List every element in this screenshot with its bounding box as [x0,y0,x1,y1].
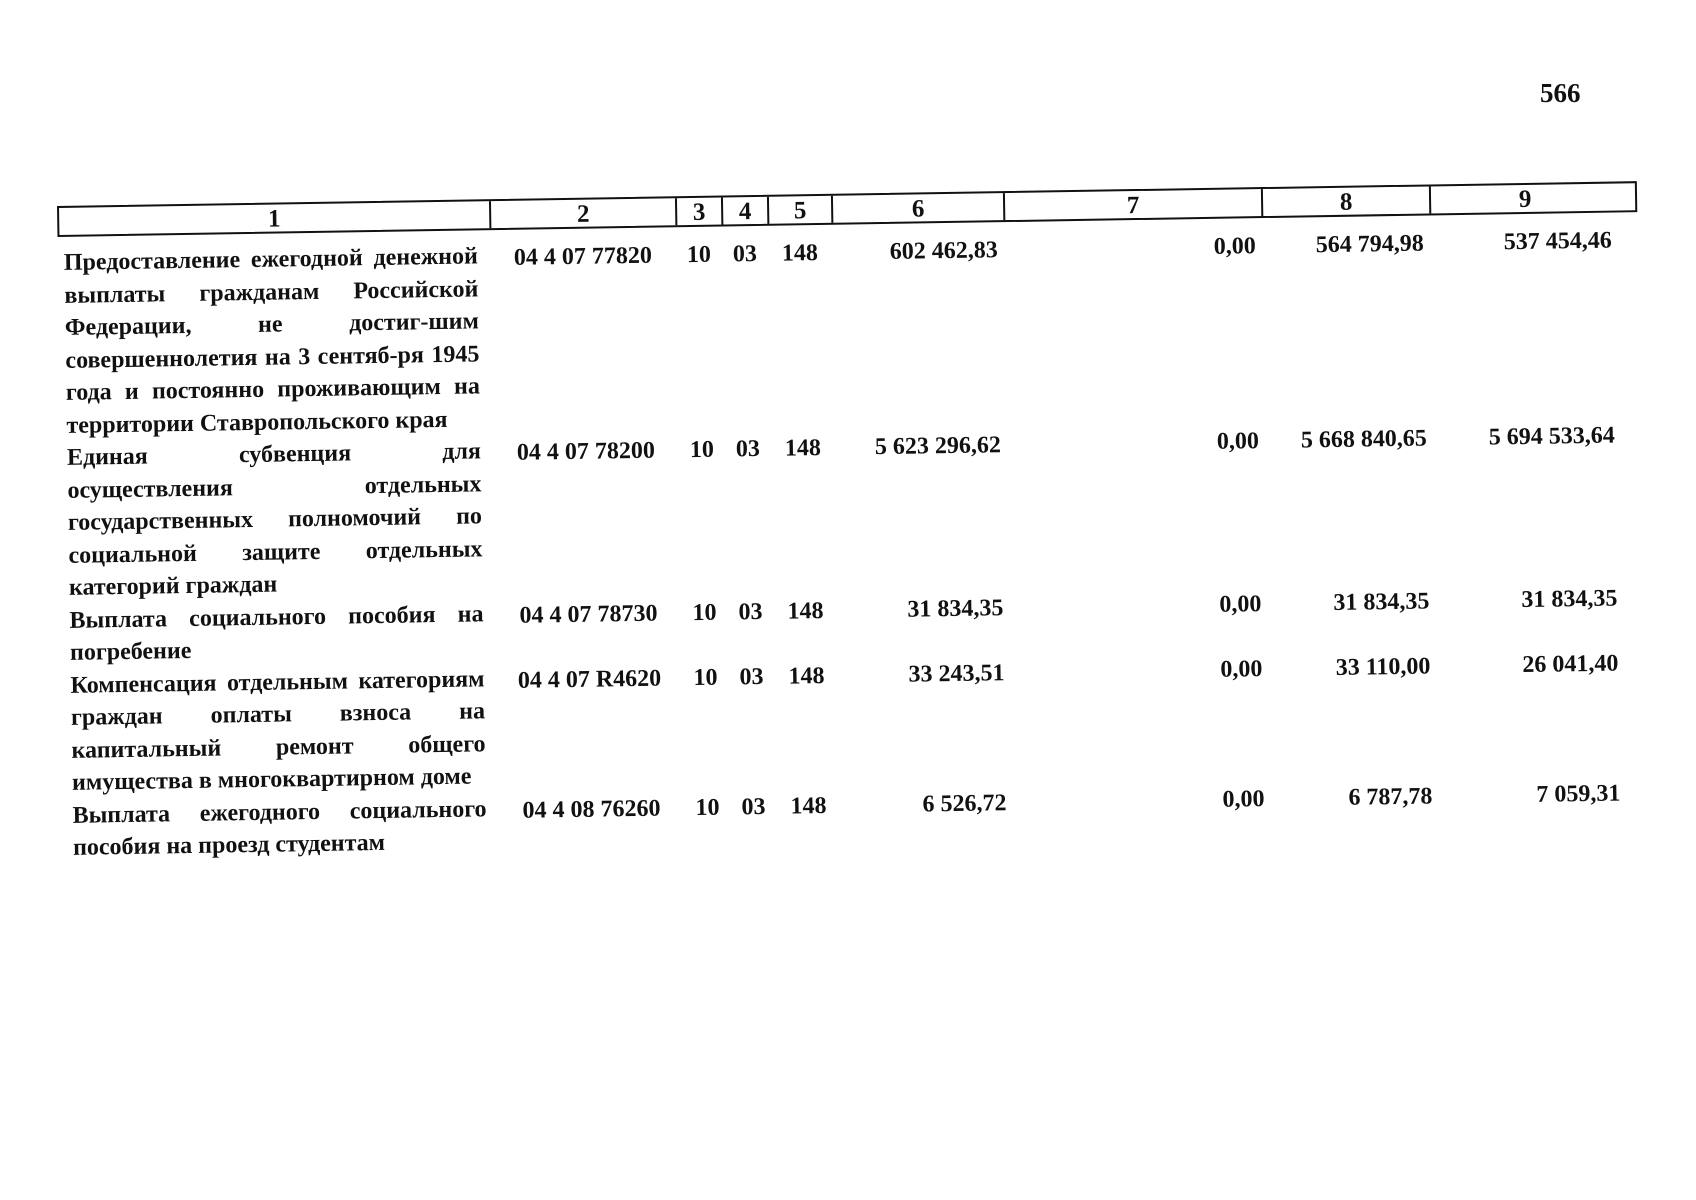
row-col5: 148 [790,792,827,820]
row-description: Единая субвенция для осуществления отдельных государственных полномочий по социальной защите отдельных категорий граждан [66,438,483,601]
row-col9: 5 694 533,64 [1488,422,1616,451]
row-code: 04 4 07 77820 [513,242,653,271]
budget-table [57,181,1647,864]
row-col7: 0,00 [1222,785,1265,813]
row-col5: 148 [787,597,824,625]
row-col3: 10 [689,436,715,464]
row-col5: 148 [784,435,822,462]
row-description: Предоставление ежегодной денежной выплаты гражданам Российской Федерации, не достиг-шим совершеннолетия на 3 сентяб-ря 1945 года и постоянно проживающим на территории Ставропольского края [63,243,481,439]
column-header-3: 3 [677,198,723,226]
row-col8: 564 794,98 [1315,230,1424,259]
row-code: 04 4 07 78200 [516,437,656,466]
row-col5: 148 [788,662,825,690]
column-header-1: 1 [59,201,491,235]
table-row [58,222,1641,442]
column-header-6: 6 [833,193,1005,223]
table-row [64,645,1646,800]
row-col6: 602 462,83 [889,237,999,265]
row-code: 04 4 07 78730 [519,600,658,629]
page-number: 566 [1540,78,1581,108]
row-col3: 10 [695,794,720,821]
column-header-7: 7 [1005,189,1263,220]
row-col3: 10 [686,241,712,269]
row-col4: 03 [738,598,763,625]
row-col3: 10 [693,664,718,691]
row-col4: 03 [732,241,758,268]
row-col6: 6 526,72 [922,789,1007,817]
row-col9: 7 059,31 [1536,780,1621,808]
row-col9: 537 454,46 [1503,227,1612,256]
table-row [61,417,1643,604]
row-code: 04 4 08 76260 [522,795,661,824]
row-col8: 6 787,78 [1348,782,1433,811]
row-description: Выплата ежегодного социального пособия на проезд студентам [72,795,487,861]
row-col8: 5 668 840,65 [1300,425,1428,454]
row-col6: 33 243,51 [908,659,1005,688]
row-col4: 03 [741,793,766,820]
column-header-9: 9 [1518,185,1532,214]
row-col6: 31 834,35 [907,594,1004,623]
column-header-5: 5 [769,196,833,224]
row-col9: 31 834,35 [1521,585,1618,613]
row-col7: 0,00 [1219,590,1262,618]
column-header-2: 2 [491,198,677,228]
row-col5: 148 [781,240,819,267]
row-col7: 0,00 [1216,428,1260,455]
row-col9: 26 041,40 [1522,650,1619,678]
row-col7: 0,00 [1213,233,1256,260]
row-code: 04 4 07 R4620 [517,665,662,694]
row-description: Выплата социального пособия на погребение [69,600,484,666]
row-col8: 33 110,00 [1335,652,1431,681]
column-header-8: 8 [1263,186,1431,216]
row-col6: 5 623 296,62 [874,432,1002,461]
row-description: Компенсация отдельным категориям граждан оплаты взноса на капитальный ремонт общего имущества в многоквартирном доме [70,665,486,796]
row-col4: 03 [739,663,764,690]
row-col8: 31 834,35 [1333,587,1430,616]
row-col4: 03 [735,435,761,463]
row-col7: 0,00 [1220,655,1263,683]
row-col3: 10 [692,599,717,626]
column-header-4: 4 [723,197,769,225]
